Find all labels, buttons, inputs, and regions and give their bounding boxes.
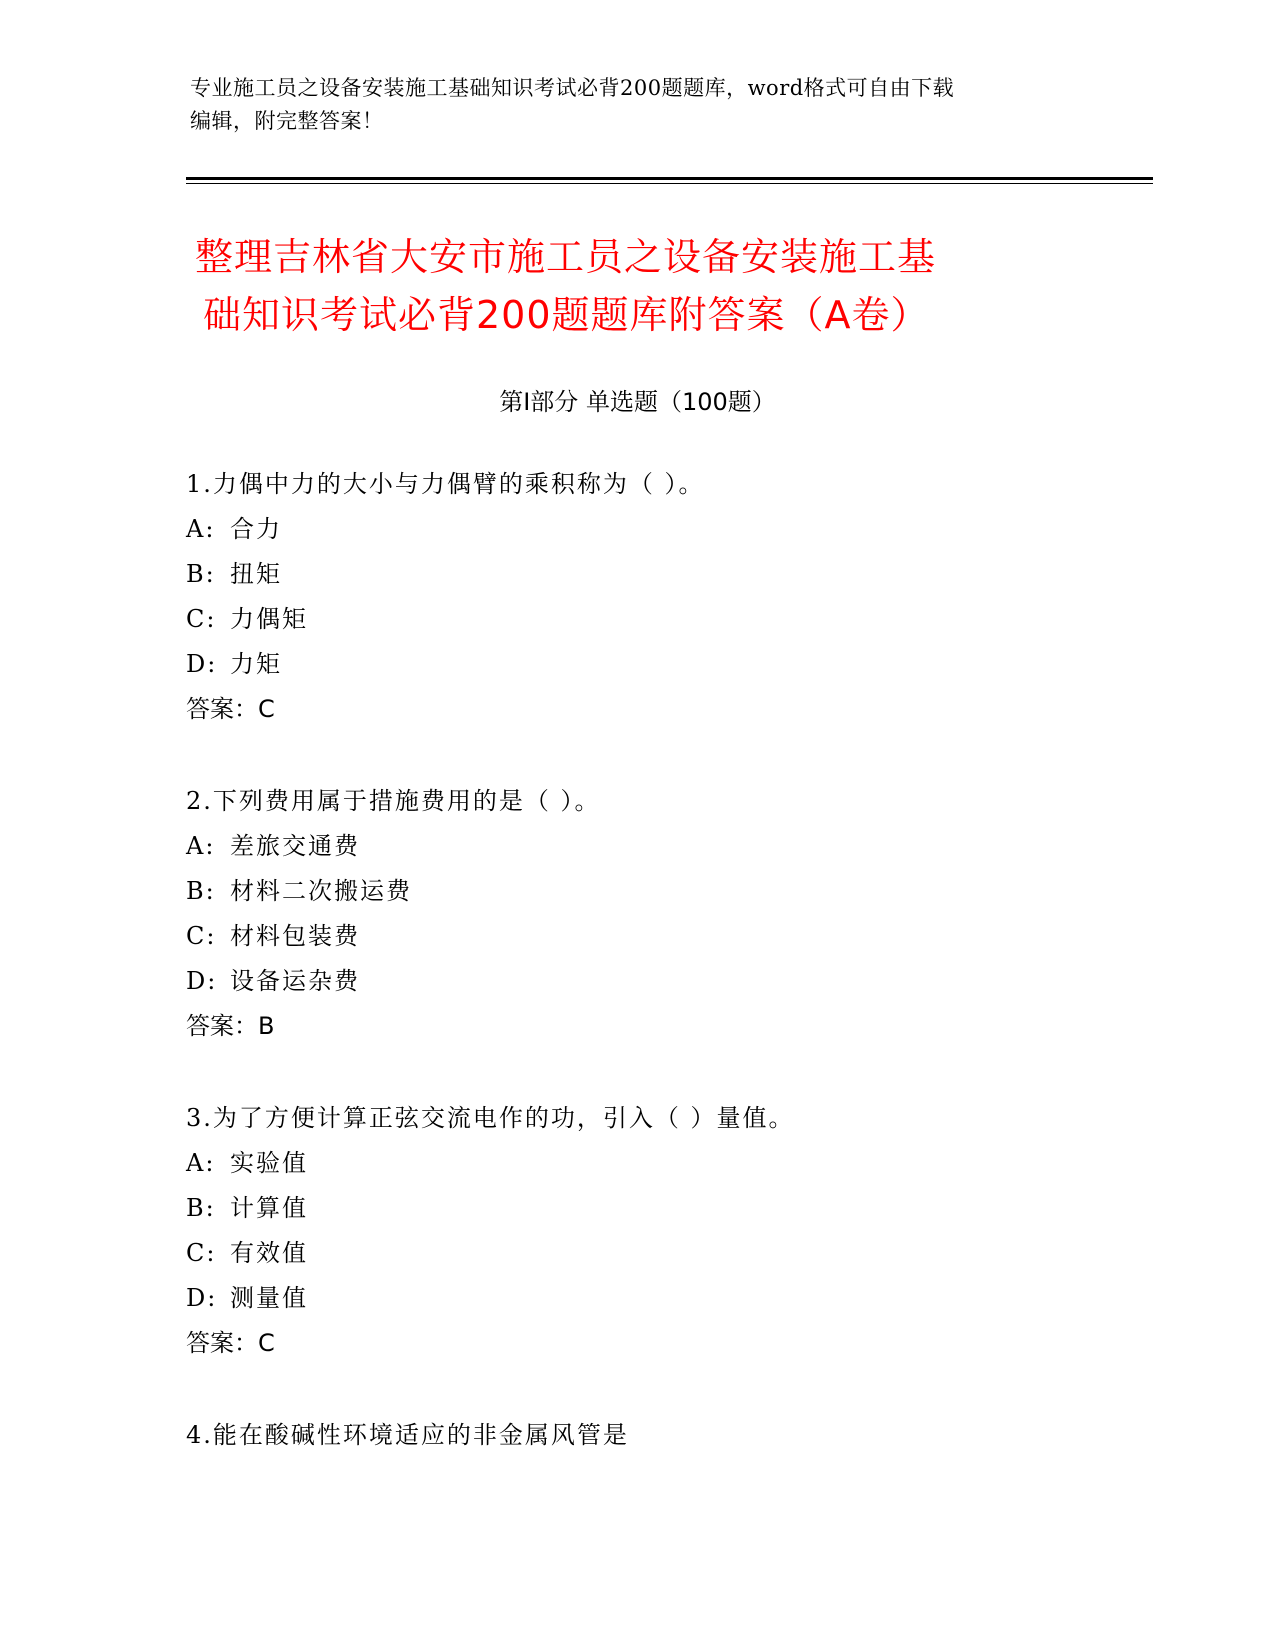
option-letter: D: [186, 1284, 218, 1312]
option-text: 实验值 [230, 1149, 308, 1177]
question-stem: 4.能在酸碱性环境适应的非金属风管是 [186, 1421, 629, 1449]
option-a [186, 824, 1186, 869]
option-letter: A: [186, 515, 216, 543]
header-note [190, 72, 1090, 138]
question-stem: 2.下列费用属于措施费用的是（ ）。 [186, 787, 601, 815]
option-text: 设备运杂费 [230, 967, 360, 995]
option-a [186, 1141, 1186, 1186]
option-letter: A: [186, 1149, 216, 1177]
option-c [186, 1231, 1186, 1276]
option-text: 合力 [230, 515, 282, 543]
option-letter: B: [186, 1194, 216, 1222]
option-b [186, 552, 1186, 597]
option-letter: C: [186, 922, 217, 950]
question-4 [186, 1413, 1186, 1458]
document-title-line2: 础知识考试必背200题题库附答案（A卷） [203, 293, 930, 337]
option-text: 计算值 [230, 1194, 308, 1222]
header-divider-thick [186, 177, 1153, 180]
document-title [195, 228, 1095, 344]
question-1 [186, 462, 1186, 732]
option-letter: D: [186, 967, 218, 995]
question-stem: 3.为了方便计算正弦交流电作的功，引入（ ）量值。 [186, 1104, 795, 1132]
question-stem: 1.力偶中力的大小与力偶臂的乘积称为（ ）。 [186, 470, 705, 498]
option-text: 差旅交通费 [230, 832, 360, 860]
answer-text: 答案：C [186, 1329, 275, 1357]
option-a [186, 507, 1186, 552]
option-b [186, 869, 1186, 914]
option-d [186, 1276, 1186, 1321]
document-title-line1: 整理吉林省大安市施工员之设备安装施工基 [195, 235, 937, 279]
option-letter: D: [186, 650, 218, 678]
option-text: 材料二次搬运费 [230, 877, 412, 905]
section-heading: 第Ⅰ部分 单选题（100题） [499, 388, 776, 416]
option-text: 材料包装费 [230, 922, 360, 950]
question-2 [186, 779, 1186, 1049]
header-note-line1: 专业施工员之设备安装施工基础知识考试必背200题题库，word格式可自由下载 [190, 76, 955, 100]
option-b [186, 1186, 1186, 1231]
option-text: 测量值 [230, 1284, 308, 1312]
answer-text: 答案：B [186, 1012, 275, 1040]
option-text: 有效值 [230, 1239, 308, 1267]
option-d [186, 642, 1186, 687]
option-d [186, 959, 1186, 1004]
option-text: 力偶矩 [230, 605, 308, 633]
option-letter: B: [186, 560, 216, 588]
header-note-line2: 编辑，附完整答案！ [190, 109, 384, 133]
option-letter: B: [186, 877, 216, 905]
option-text: 力矩 [230, 650, 282, 678]
option-c [186, 914, 1186, 959]
option-letter: C: [186, 1239, 217, 1267]
option-text: 扭矩 [230, 560, 282, 588]
answer-text: 答案：C [186, 695, 275, 723]
option-letter: A: [186, 832, 216, 860]
option-c [186, 597, 1186, 642]
question-3 [186, 1096, 1186, 1366]
option-letter: C: [186, 605, 217, 633]
header-divider-thin [186, 183, 1153, 184]
